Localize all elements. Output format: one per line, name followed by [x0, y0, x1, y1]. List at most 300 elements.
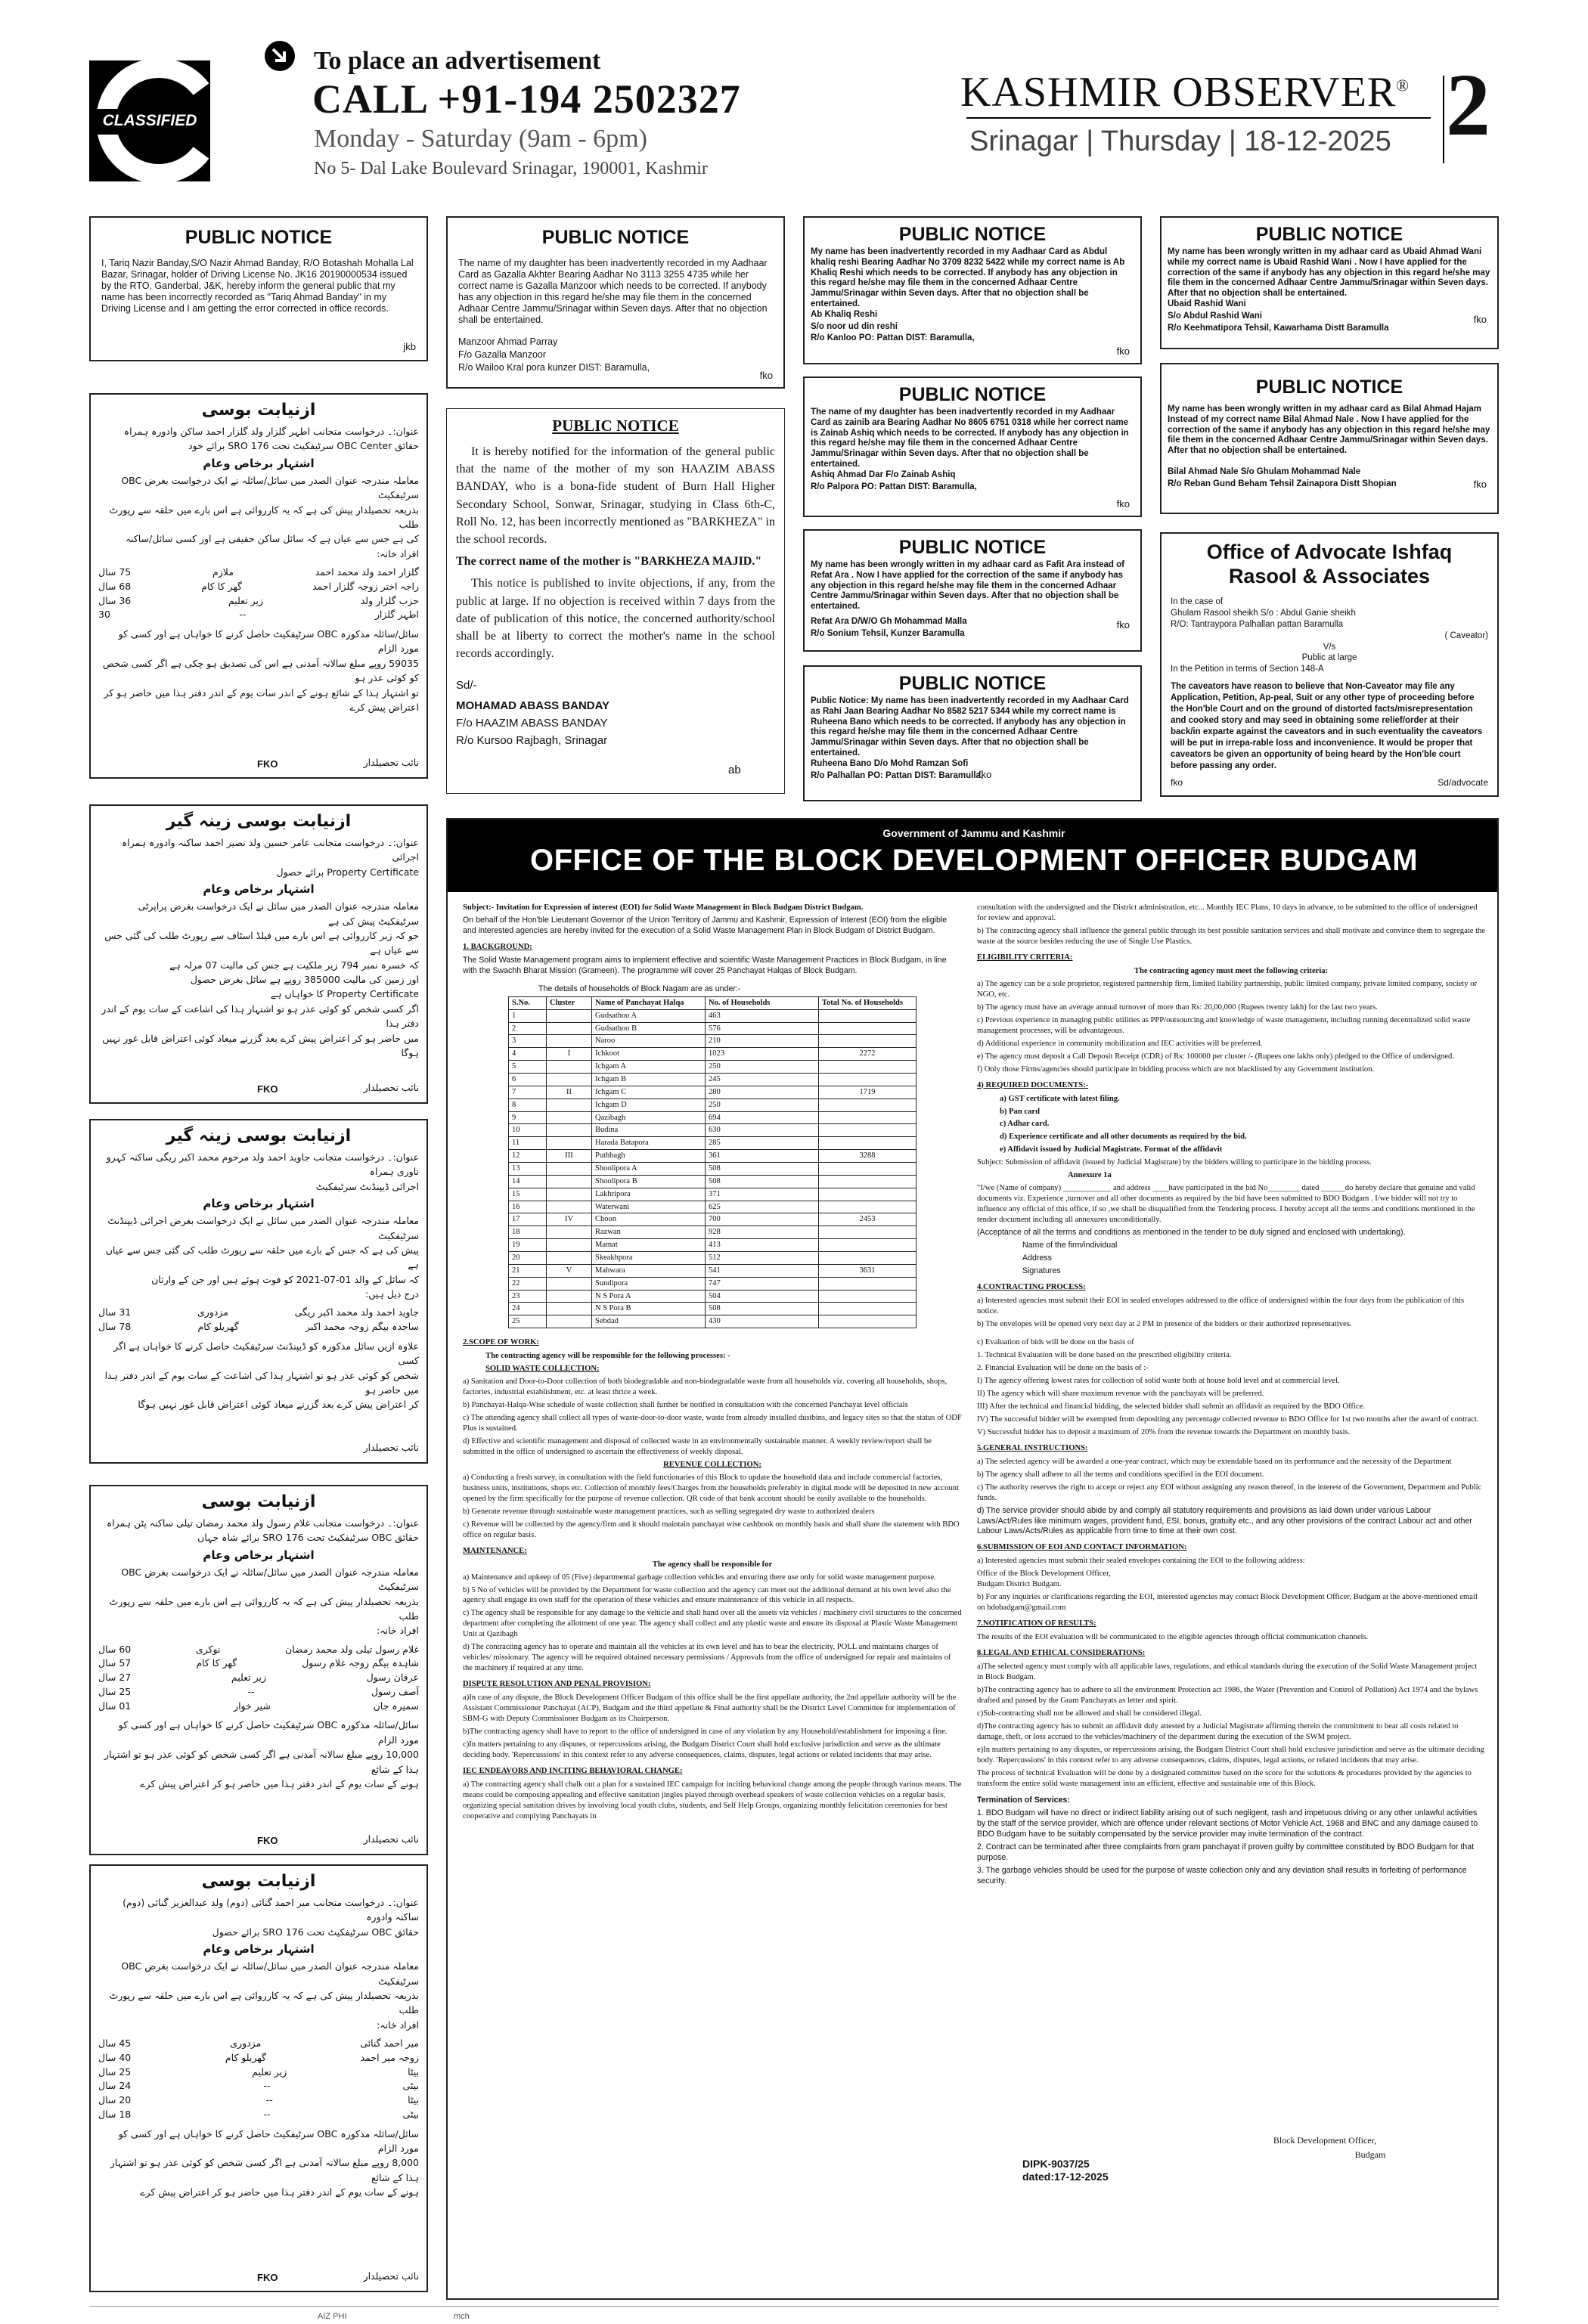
iec-head: IEC ENDEAVORS AND INCITING BEHAVIORAL CHANGE: [463, 1767, 683, 1776]
notice-tag: jkb [403, 341, 416, 352]
public-notice-2 [446, 216, 785, 389]
table-cell: 250 [706, 1098, 819, 1111]
table-cell: 700 [706, 1213, 819, 1226]
table-header: Total No. of Households [819, 996, 917, 1009]
table-cell: 1 [509, 1009, 547, 1022]
row-occupation: زیر تعلیم [231, 1672, 267, 1684]
urdu-family-row [98, 1671, 419, 1685]
urdu-line: درج ذیل ہیں: [365, 1288, 419, 1300]
footer-left: AIZ PHI [318, 2312, 347, 2321]
urdu-line: عنوان:۔ درخواست متجانب اطہر گلزار ولد گلزار احمد ساکن وادورہ ہمراہ [123, 426, 419, 437]
advocate-line: Ghulam Rasool sheikh S/o : Abdul Ganie sheikh [1171, 608, 1356, 618]
table-cell [819, 1277, 917, 1290]
notice-body: My name has been inadvertently recorded in my Aadhaar Card as Abdul khaliq reshi Bearing Aadhar No 3709 8232 5422 while my correct name is Ab Khaliq Reshi which needs to be corrected. If anybody has any objection in this regard he/she may file them in the concerned Adhaar Centre Jammu/Srinagar within Seven days. After that no objection shall be entertained. [811, 247, 1125, 308]
table-cell [819, 1111, 917, 1124]
cp-item: V) Successful bidder has to deposit a maximum of 20% from the revenue towards the Department on monthly basis. [977, 1427, 1351, 1436]
urdu-line: کہ سائل کے والد 01-07-2021 کو فوت ہوئے ہیں اور جن کے وارثان [151, 1273, 419, 1285]
households-table [508, 996, 917, 1328]
urdu-title: ازنیابت بوسی [201, 401, 316, 420]
urdu-line: جو کہ زیر کارروائی ہے اس بارے میں فیلڈ اسٹاف سے رپورٹ طلب کی گئی جس سے عیاں ہے [104, 929, 419, 956]
dis-head: DISPUTE RESOLUTION AND PENAL PROVISION: [463, 1680, 651, 1689]
advocate-public: Public at large [1301, 653, 1357, 663]
public-notice-7 [803, 529, 1142, 652]
row-name: جاوید احمد ولد محمد اکبر ریگی [294, 1306, 419, 1318]
cp-head: 4.CONTRACTING PROCESS: [977, 1283, 1086, 1292]
table-cell: Ichkoot [592, 1048, 706, 1061]
cp-item: III) After the technical and financial bidding, the selected bidder shall submit an affidavit as required by the BDO Office. [977, 1402, 1365, 1411]
urdu-line: حقائق OBC سرٹیفکیٹ تحت SRO 176 برائے حصول [212, 1926, 419, 1938]
row-age: 24 سال [98, 2080, 132, 2092]
urdu-line: کر اعتراض پیش کرے بعد گزرنے میعاد کوئی اعتراض قابل غور نہیں ہوگا [138, 1399, 419, 1411]
urdu-line: Property Certificate برائے حصول [276, 866, 419, 878]
public-notice-1 [89, 216, 428, 361]
cp-b: b) The envelopes will be opened very next day at 2 PM in presence of the bidders or their authorized representatives. [977, 1319, 1352, 1328]
tender-gov: Government of Jammu and Kashmir [882, 827, 1065, 839]
annex-line: Signatures [1022, 1266, 1061, 1276]
notice-title: PUBLIC NOTICE [1255, 376, 1403, 398]
dis-c: c)In matters pertaining to any disputes, or repercussions arising, the Budgam District Court shall hold exclusive jurisdiction and serve as the ultimate deciding body. 'Repercussions' in this context refer to any adverse consequences, claims, disputes, legal actions or related incidents that may arise. [463, 1740, 941, 1760]
masthead-rule [966, 117, 1431, 119]
notice-sign: Ruheena Bano D/o Mohd Ramzan Sofi [811, 758, 969, 768]
row-occupation: -- [265, 2094, 273, 2106]
table-cell: Razwan [592, 1226, 706, 1239]
notice-tag: fko [1473, 479, 1487, 490]
table-cell: 7 [509, 1086, 547, 1098]
school-notice-sign: R/o Kursoo Rajbagh, Srinagar [456, 734, 608, 748]
legal-item: d)The contracting agency has to submit an affidavit duly attested by a Judicial Magistrate affirming therein the commitment to bear all costs related to damage, theft, or loss accrued to the vehicles/machinery of the department during the execution of the SWM project. [977, 1722, 1459, 1741]
row-occupation: زیر تعلیم [252, 2065, 287, 2078]
sub-a: a) Interested agencies must submit their sealed envelopes containing the EOI to the following address: [977, 1557, 1305, 1566]
table-cell: IV [547, 1213, 592, 1226]
public-notice-5 [803, 376, 1142, 517]
table-row [509, 1073, 917, 1086]
elig-item: c) Previous experience in managing public utilities as PPP/outsourcing and knowledge of waste management, including running decentralized solid waste management processes, will be advantageous. [977, 1015, 1471, 1035]
tender-left-column [463, 903, 962, 1824]
urdu-line: اگر کسی شخص کو کوئی عذر ہو تو اشتہار ہذا کی اشاعت کے سات یوم کے اندر دفتر ہذا [101, 1002, 419, 1030]
row-occupation: گھریلو کام [225, 2051, 266, 2063]
docs-item: c) Adhar card. [1000, 1120, 1050, 1129]
notice-title: PUBLIC NOTICE [1255, 224, 1403, 245]
r-cont: consultation with the undersigned and the District administration, etc... Monthly IEC Plans, 10 days in advance, to be submitted to the office of undersigned for review and approval. [977, 903, 1478, 922]
urdu-family-row [98, 2037, 419, 2051]
res-head: 7.NOTIFICATION OF RESULTS: [977, 1619, 1096, 1628]
notice-sign: R/o Reban Gund Beham Tehsil Zainapora Distt Shopian [1168, 479, 1397, 488]
urdu-family-row [98, 2093, 419, 2108]
table-cell: 11 [509, 1137, 547, 1150]
advocate-petition: In the Petition in terms of Section 148-A [1171, 665, 1324, 674]
gi-item: a) The selected agency will be awarded a one-year contract, which may be extendable based on its performance and the necessity of the Department [977, 1457, 1452, 1466]
advocate-title: Office of Advocate Ishfaq Rasool & Associates [1206, 541, 1453, 588]
table-row [509, 1213, 917, 1226]
table-cell [819, 1315, 917, 1328]
table-cell: 361 [706, 1150, 819, 1163]
table-cell: Puthbagh [592, 1150, 706, 1163]
urdu-notice-5 [89, 1864, 428, 2292]
cp-c: c) Evaluation of bids will be done on the basis of [977, 1337, 1134, 1346]
row-name: عرفان رسول [366, 1672, 419, 1684]
public-notice-4 [1160, 216, 1499, 349]
urdu-tag: FKO [257, 758, 278, 770]
table-cell: 747 [706, 1277, 819, 1290]
table-cell: Budina [592, 1124, 706, 1137]
swc-b: b) Panchayat-Halqa-Wise schedule of waste collection shall further be notified in consultation with the concerned Panchayat level officials [463, 1400, 908, 1409]
table-cell [547, 1175, 592, 1188]
table-cell [819, 1098, 917, 1111]
urdu-line: عنوان:۔ درخواست متجانب جاوید احمد ولد مرحوم محمد اکبر ریگی ساکنہ کہرو ناوری ہمراہ [106, 1151, 419, 1178]
urdu-line: کی ہے جس سے عیاں ہے کہ سائل ساکن حقیقی ہے اور کسی سائل/ساکنہ [125, 533, 419, 545]
table-cell: Choon [592, 1213, 706, 1226]
row-name: زوجہ میر احمد [360, 2051, 419, 2063]
notice-title: PUBLIC NOTICE [898, 224, 1047, 245]
table-cell [547, 1124, 592, 1137]
row-age: 45 سال [98, 2037, 132, 2049]
bottom-rule [89, 2306, 1499, 2307]
table-cell: Skeakhpora [592, 1251, 706, 1264]
table-cell [547, 1009, 592, 1022]
table-cell: 928 [706, 1226, 819, 1239]
elig-item: e) The agency must deposit a Call Deposit Receipt (CDR) of Rs: 100000 per cluster /- (Rupees one lakhs only) pledged to the Office of undersigned. [977, 1052, 1454, 1061]
iec-a: a) The contracting agency shall chalk out a plan for a sustained IEC campaign for inciting behavioral change among the people through various means. The means could be composing appealing and effective sanitation jingles played through overhead speakers of waste collection vehicles on a regular basis, organizing special sanitation drives by involving local youth clubs, students, and Self Help Groups, organizing monthly felicitation ceremonies for best cooperative and complying Panchayats in [463, 1780, 962, 1820]
table-cell: 1719 [819, 1086, 917, 1098]
urdu-family-row [98, 2065, 419, 2080]
mnt-c: c) The agency shall be responsible for any damage to the vehicle and shall hand over all the assets viz vehicles / machinery civil structures to the concerned department after completing the allotment of one year. The agency shall collect and any plastic waste and ensure its disposal at Plastic Waste Management Unit at Qazibagh [463, 1609, 962, 1639]
table-cell: N S Pora B [592, 1303, 706, 1315]
urdu-title: ازنیابت بوسی [201, 1872, 316, 1891]
mnt-head: MAINTENANCE: [463, 1546, 527, 1555]
urdu-sub: اشتہار برخاص وعام [203, 1942, 315, 1957]
row-occupation: -- [247, 1685, 255, 1697]
urdu-line: اجرائی ڈیپنڈنٹ سرٹیفکیٹ [315, 1180, 419, 1192]
table-cell: N S Pora A [592, 1290, 706, 1303]
table-cell: 4 [509, 1048, 547, 1061]
row-occupation: -- [263, 2080, 271, 2092]
term-item: 3. The garbage vehicles should be used for the purpose of waste collection only and any deviation shall results in forfeiting of performance security. [977, 1865, 1467, 1886]
table-cell: 25 [509, 1315, 547, 1328]
tender-banner [448, 820, 1499, 892]
table-cell: Ichgam B [592, 1073, 706, 1086]
table-cell: Shoolipora B [592, 1175, 706, 1188]
table-cell: 14 [509, 1175, 547, 1188]
school-notice-title: PUBLIC NOTICE [552, 417, 679, 435]
sub-head: 6.SUBMISSION OF EOI AND CONTACT INFORMATION: [977, 1543, 1187, 1552]
swc-c: c) The attending agency shall collect all types of waste-door-to-door waste, waste from already installed dustbins, and legacy sites so that the status of ODF Plus is sustained. [463, 1413, 962, 1433]
row-occupation: زیر تعلیم [228, 594, 264, 606]
table-cell [547, 1035, 592, 1048]
table-cell: Ichgam A [592, 1061, 706, 1074]
table-cell [819, 1022, 917, 1035]
docs-head: 4) REQUIRED DOCUMENTS:- [977, 1080, 1089, 1089]
notice-body: Public Notice: My name has been inadvertently recorded in my Aadhaar Card as Rahi Jaan Bearing Aadhar No 8582 5217 5344 while my correct name is Ruheena Bano which needs to be corrected. If anybody has any objection in this regard he/she may file them in the concerned Adhaar Centre Jammu/Srinagar within Seven days. After that no objection shall be entertained. [811, 696, 1129, 758]
phone-number[interactable]: CALL +91-194 2502327 [312, 76, 741, 122]
table-caption: The details of households of Block Nagam are as under:- [538, 984, 741, 993]
urdu-sign: نائب تحصیلدار [363, 2270, 419, 2282]
row-name: بیٹی [402, 2108, 419, 2120]
table-cell: 541 [706, 1264, 819, 1277]
swc-a: a) Sanitation and Door-to-Door collection of both biodegradable and non-biodegradable waste from all households viz. covering all households, shops, factories, industrial establishment, etc. at least thrice a week. [463, 1377, 948, 1396]
table-row [509, 1277, 917, 1290]
notice-sign: S/o Abdul Rashid Wani [1168, 311, 1263, 321]
table-cell: 21 [509, 1264, 547, 1277]
row-occupation: گھر کا کام [201, 580, 243, 592]
urdu-notice-3 [89, 1119, 428, 1464]
urdu-line: شخص کو کوئی عذر ہو تو اشتہار ہذا کی اشاعت کے سات یوم کے اندر دفتر ہذا میں حاضر ہو [104, 1369, 419, 1396]
table-cell: Naroo [592, 1035, 706, 1048]
table-cell: Shoolipora A [592, 1162, 706, 1175]
elig-intro: The contracting agency must meet the following criteria: [1134, 966, 1329, 975]
urdu-line: سائل/سائلہ مذکورہ OBC سرٹیفکیٹ حاصل کرنے کا خواہاں ہے اور کسی کو مورد الزام [118, 2127, 419, 2154]
urdu-sub: اشتہار برخاص وعام [203, 882, 315, 897]
table-cell: 10 [509, 1124, 547, 1137]
table-row [509, 1137, 917, 1150]
annex-line: Name of the firm/individual [1022, 1241, 1118, 1250]
table-cell: Harada Batapora [592, 1137, 706, 1150]
row-age: 75 سال [98, 566, 132, 578]
table-header: Cluster [547, 996, 592, 1009]
tender-bg-body: The Solid Waste Management program aims to implement effective and scientific Waste Management Practices in Block Budgam, in line with the Swachh Bharat Mission (Grameen). The programme will cover 25 Panchayat Halqas of Block Budgam. [463, 955, 947, 975]
urdu-line: 59035 روپے مبلغ سالانہ آمدنی ہے اس کی تصدیق ہو چکی ہے اگر کسی شخص کو کوئی عذر ہو [102, 657, 419, 684]
rev-head: REVENUE COLLECTION: [663, 1460, 761, 1469]
rev-a: a) Conducting a fresh survey, in consultation with the field functionaries of this Block to update the household data and include commercial factories, business units, institutions, shops etc. Collection of monthly fees/Charges from the households preferably in digital mode will be deposited in new account opened by the firm specifically for the purpose of revenue collection. QR code of that bank account should be easily available to the households. [463, 1473, 959, 1503]
table-cell [819, 1226, 917, 1239]
scope-head: 2.SCOPE OF WORK: [463, 1338, 539, 1347]
table-cell: 18 [509, 1226, 547, 1239]
notice-sign: Manzoor Ahmad Parray [458, 336, 558, 347]
table-cell [547, 1303, 592, 1315]
urdu-line: عنوان:۔ درخواست متجانب عامر حسین ولد نصیر احمد ساکنہ وادورہ ہمراہ اجرائی [121, 837, 419, 863]
urdu-line: کہ خسرہ نمبر 794 زیر ملکیت ہے جس کی مالیت 07 مرلہ ہے [169, 959, 419, 971]
table-row [509, 1124, 917, 1137]
table-cell [547, 1111, 592, 1124]
table-cell: Ichgam C [592, 1086, 706, 1098]
row-age: 68 سال [98, 580, 132, 592]
term-item: 2. Contract can be terminated after three complaints from gram panchayat if proven guilty by committee constituted by BDO Budgam for that purpose. [977, 1842, 1475, 1862]
table-cell: Mahwara [592, 1264, 706, 1277]
docs-subject: Subject: Submission of affidavit (issued by Judicial Magistrate) by the bidders willing to participate in the bidding process. [977, 1158, 1372, 1167]
notice-sign: R/o Sonium Tehsil, Kunzer Baramulla [811, 628, 965, 638]
dis-b: b)The contracting agency shall have to report to the office of undersigned in case of any violation by any Household/establishment for imposing a fine. [463, 1728, 948, 1737]
public-notice-3 [803, 216, 1142, 364]
urdu-line: معاملہ مندرجہ عنوان الصدر میں سائل نے ایک درخواست بغرض اجرائی ڈیپنڈنٹ سرٹیفکیٹ [107, 1215, 419, 1241]
cp-item: II) The agency which will share maximum revenue with the panchayats will be preferred. [977, 1389, 1264, 1398]
table-cell: 15 [509, 1188, 547, 1201]
urdu-tag: FKO [257, 1835, 278, 1846]
table-cell: 508 [706, 1162, 819, 1175]
mnt-b: b) 5 No of vehicles will be provided by the Department for waste collection and the agency can meet out the additional demand at his own level also the agency shall engage its own staff for the operation of these vehicles and ensure maintenance of this vehicle in all respects. [463, 1585, 951, 1605]
urdu-family-row [98, 2051, 419, 2065]
table-cell: Qazibagh [592, 1111, 706, 1124]
table-row [509, 1315, 917, 1328]
advocate-tag: fko [1171, 777, 1183, 788]
school-notice-p3: This notice is published to invite objections, if any, from the public at large. If no objection is received within 7 days from the date of publication of this notice, the concerned authority/school shall be at liberty to correct the mother's name in the school records accordingly. [456, 577, 775, 661]
notice-sign: R/o Kanloo PO: Pattan DIST: Baramulla, [811, 333, 975, 343]
row-name: بیٹی [402, 2080, 419, 2092]
school-notice-p1: It is hereby notified for the information of the general public that the name of the mother of my son HAAZIM ABASS BANDAY, who is a bona-fide student of Burn Hall Higher Secondary School, Sonwar, Srinagar, studying in Class 6th-C, Roll No. 12, has been incorrectly mentioned as "BARKHEZA" in the school records. [456, 445, 775, 546]
row-name: گلزار احمد ولد محمد احمد [315, 566, 419, 578]
urdu-line: عنوان:۔ درخواست متجانب غلام رسول ولد محمد رمضان تیلی ساکنہ پٹن ہمراہ [106, 1517, 419, 1529]
classified-logo [89, 60, 210, 181]
rev-b: b) Generate revenue through sustainable waste management practices, such as selling segregated dry waste to authorized dealers [463, 1507, 875, 1516]
annex-note: (Acceptance of all the terms and conditions as mentioned in the tender to be duly signed and enclosed with undertaking). [977, 1228, 1406, 1238]
notice-sign: Bilal Ahmad Nale S/o Ghulam Mohammad Nale [1168, 466, 1361, 476]
table-cell: 413 [706, 1239, 819, 1252]
urdu-family-row [98, 1685, 419, 1700]
notice-body: My name has been wrongly written in my adhaar card as Fafit Ara instead of Refat Ara . Now I have applied for the correction of the same if anybody has any objection in this regard he/she may file them in the concerned Adhaar Centre Jammu/Srinagar within Seven days. After that no objection shall be entertained. [811, 560, 1124, 612]
table-cell: 371 [706, 1188, 819, 1201]
urdu-family-row [98, 2108, 419, 2122]
school-public-notice [446, 408, 785, 794]
docs-item: e) Affidavit issued by Judicial Magistrate. Format of the affidavit [1000, 1145, 1223, 1154]
notice-title: PUBLIC NOTICE [898, 537, 1047, 558]
table-row [509, 1035, 917, 1048]
table-cell: 19 [509, 1239, 547, 1252]
table-row [509, 1290, 917, 1303]
table-cell: 3288 [819, 1150, 917, 1163]
urdu-line: Property Certificate کا خواہاں ہے [270, 988, 419, 1000]
urdu-tag: FKO [257, 2272, 278, 2283]
table-cell [819, 1073, 917, 1086]
table-cell: 2453 [819, 1213, 917, 1226]
advocate-line: R/O: Tantraypora Palhallan pattan Baramulla [1171, 619, 1344, 629]
dis-a: a)In case of any dispute, the Block Development Officer Budgam of this office shall be the first appellate authority, the 2nd appellate authority will be the Assistant Commissioner Panchayat (ACP), Budgam and the third appellate & Final authority shall be the District Level Committee for implementation of SBM-G with Deputy Commissioner Budgam as its Chairperson. [463, 1693, 957, 1724]
urdu-family-row [98, 1643, 419, 1657]
notice-sign: F/o Gazalla Manzoor [458, 349, 547, 360]
footer-mid: mch [454, 2312, 470, 2321]
row-name: غلام رسول تیلی ولد محمد رمضان [285, 1643, 419, 1655]
table-cell [547, 1098, 592, 1111]
notice-tag: fko [1473, 314, 1487, 325]
tender-intro: On behalf of the Hon'ble Lieutenant Governor of the Union Territory of Jammu and Kashmir, Expression of Interest (EOI) from the eligible and interested agencies are hereby invited for the execution of a Solid Waste Management Plan in Block Budgam of District Budgam. [463, 915, 948, 935]
table-cell [547, 1137, 592, 1150]
mnt-d: d) The contracting agency has to operate and maintain all the vehicles at its own level and has to bear the electricity, POLL and maintains charges of vehicles/ missionary. The agency will be required obtained necessary permissions / Approvals from the office of undersigned for repair and maintains of the machinery if required at any time. [463, 1643, 951, 1673]
cp-a: a) Interested agencies must submit their EOI in sealed envelopes addressed to the office of undersigned within the four days from the publication of this notice. [977, 1297, 1465, 1315]
table-header-row [509, 996, 917, 1009]
row-name: سمیرہ جان [373, 1700, 419, 1712]
table-cell: 22 [509, 1277, 547, 1290]
table-row [509, 1239, 917, 1252]
annex-line: Address [1022, 1253, 1052, 1263]
docs-item: b) Pan card [1000, 1107, 1040, 1116]
notice-sign: R/o Keehmatipora Tehsil, Kawarhama Distt Baramulla [1168, 323, 1389, 333]
cp-item: 2. Financial Evaluation will be done on the basis of :- [977, 1363, 1149, 1372]
row-age: 01 سال [98, 1700, 132, 1712]
advocate-vs: V/s [1323, 642, 1336, 652]
row-occupation: -- [263, 2108, 271, 2120]
table-cell: Lakhripora [592, 1188, 706, 1201]
urdu-line: علاوہ ازیں سائل مذکورہ کو ڈیپنڈنٹ سرٹیفکیٹ حاصل کرنے کا خواہاں ہے اگر کسی [113, 1340, 419, 1367]
urdu-notice-1 [89, 393, 428, 779]
urdu-line: پیش کی ہے کہ جس کے بارے میں حلقہ سے رپورٹ طلب کی گئی جس سے عیاں ہے [105, 1244, 419, 1271]
tender-subject: Subject:- Invitation for Expression of interest (EOI) for Solid Waste Management in Block Budgam District Budgam. [463, 903, 864, 912]
elig-head: ELIGIBILITY CRITERIA: [977, 953, 1073, 962]
annex-body: "I/we (Name of company) ____________ and address ____have participated in the bid No________ dated ______do hereby declare that genuine and valid documents viz. Experience ,turnover and all other documents as required by the bid have been submitted to BDO Budgam . I/we bidder will not try to influence any official of this office, if so ,we shall be disqualified from the Tendering process. I hereby accept all the terms and conditions mentioned in the tender document including all annexures unconditionally. [977, 1184, 1475, 1225]
urdu-notice-2 [89, 804, 428, 1104]
urdu-line: معاملہ مندرجہ عنوان الصدر میں سائل نے ایک درخواست بغرض پراپرٹی سرٹیفکیٹ پیش کی ہے [138, 900, 419, 927]
row-occupation: گھر کا کام [196, 1657, 237, 1669]
table-row [509, 1226, 917, 1239]
table-cell: 6 [509, 1073, 547, 1086]
row-age: 60 سال [98, 1643, 132, 1655]
urdu-family-row [98, 1700, 419, 1714]
table-cell: 625 [706, 1201, 819, 1213]
urdu-notice-4 [89, 1485, 428, 1855]
urdu-title: ازنیابت بوسی [201, 1492, 316, 1511]
table-cell [819, 1009, 917, 1022]
row-occupation: نوکری [195, 1643, 221, 1655]
urdu-tag: FKO [257, 1083, 278, 1095]
urdu-line: عنوان:۔ درخواست متجانب میر احمد گنائی (دوم) ولد عبدالعزیز گنائی (دوم) ساکنہ وادورہ [123, 1897, 419, 1923]
school-notice-sign: F/o HAAZIM ABASS BANDAY [456, 717, 608, 730]
urdu-family-row [98, 566, 419, 580]
urdu-title: ازنیابت بوسی زینہ گیر [166, 812, 352, 831]
notice-title: PUBLIC NOTICE [185, 227, 333, 248]
table-cell [547, 1290, 592, 1303]
row-age: 27 سال [98, 1672, 132, 1684]
table-cell: 430 [706, 1315, 819, 1328]
advocate-caveator: ( Caveator) [1444, 631, 1488, 640]
table-cell: 5 [509, 1061, 547, 1074]
notice-title: PUBLIC NOTICE [898, 384, 1047, 405]
sub-addr: Office of the Block Development Officer, [977, 1569, 1111, 1579]
urdu-line: 8,000 روپے مبلغ سالانہ آمدنی ہے اگر کسی شخص کو کوئی عذر ہو تو اشتہار ہذا کے شائع [110, 2157, 419, 2183]
table-row [509, 1201, 917, 1213]
registered-mark: ® [1396, 76, 1410, 95]
table-cell [819, 1137, 917, 1150]
table-row [509, 1175, 917, 1188]
notice-body: The name of my daughter has been inadvertently recorded in my Aadhaar Card as zainib ara Bearing Aadhar No 8605 6751 0318 while her correct name is Zainab Ashiq which needs to be corrected. If anybody has any objection in this regard he/she may file them in the concerned Adhaar Centre Jammu/Srinagar within Seven days. After that no objection shall be entertained. [811, 407, 1129, 469]
table-cell: 508 [706, 1175, 819, 1188]
table-cell: 1023 [706, 1048, 819, 1061]
school-notice-sd: Sd/- [456, 679, 477, 693]
swc-d: d) Effective and scientific management and disposal of collected waste in an environmentally sustainable manner. A weekly review/report shall be submitted in the office of undersigned to ascertain the effectiveness of weekly disposal. [463, 1436, 932, 1456]
notice-tag: fko [1116, 619, 1130, 631]
urdu-line: بذریعہ تحصیلدار پیش کی ہے کہ یہ کارروائی ہے اس بارے میں حلقہ سے رپورٹ طلب [109, 1989, 419, 2016]
row-occupation: ملازم [212, 566, 234, 578]
urdu-sign: نائب تحصیلدار [363, 1833, 419, 1845]
table-cell: 16 [509, 1201, 547, 1213]
table-cell [547, 1277, 592, 1290]
table-cell: 210 [706, 1035, 819, 1048]
table-row [509, 1162, 917, 1175]
table-cell [547, 1162, 592, 1175]
masthead [960, 68, 1410, 116]
table-cell [547, 1188, 592, 1201]
urdu-line: حقائق OBC Center سرٹیفکیٹ تحت SRO 176 برائے خود [188, 440, 419, 452]
table-cell: I [547, 1048, 592, 1061]
place-ad-text: To place an advertisement [314, 47, 601, 75]
row-age: 18 سال [98, 2108, 132, 2120]
classified-label: CLASSIFIED [102, 112, 197, 129]
cp-item: IV) The successful bidder will be exempted from depositing any percentage collected revenue to BDO Office for 1st two months after the award of contract. [977, 1415, 1479, 1424]
urdu-line: سائل/سائلہ مذکورہ OBC سرٹیفکیٹ حاصل کرنے کا خواہاں ہے اور کسی کو مورد الزام [118, 628, 419, 655]
term-item: 1. BDO Budgam will have no direct or indirect liability arising out of such negligent, rash and impetuous driving or any other unlawful activities by the staff of the service provider, which are offence under relevant sections of Motor Vehicle Act, 1968 and BNC and any damage caused to BDO Budgam have to be suitably compensated by the service provider may invite termination of the contract. [977, 1808, 1478, 1839]
table-cell: 285 [706, 1137, 819, 1150]
row-age: 25 سال [98, 2065, 132, 2078]
rev-c: c) Revenue will be collected by the agency/firm and it should maintain panchayat wise cashbook on monthly basis and shall share the statement with BDO office on regular basis. [463, 1520, 960, 1539]
table-cell: 3631 [819, 1264, 917, 1277]
urdu-sign: نائب تحصیلدار [363, 1081, 419, 1093]
row-age: 25 سال [98, 1685, 132, 1697]
table-cell: V [547, 1264, 592, 1277]
sub-b[interactable]: b) For any inquiries or clarifications regarding the EOI, interested agencies may contact Block Development Officer, Budgam at the above-mentioned email on bdobadgam@gmail.com [977, 1593, 1478, 1613]
urdu-sub: اشتہار برخاص وعام [203, 1548, 315, 1562]
advocate-sd: Sd/advocate [1438, 777, 1488, 788]
urdu-family-row [98, 1306, 419, 1320]
notice-tag: fko [1116, 346, 1130, 357]
table-cell: 2 [509, 1022, 547, 1035]
row-name: میر احمد گنائی [360, 2037, 419, 2049]
table-cell: Ichgam D [592, 1098, 706, 1111]
notice-sign: R/o Palhallan PO: Pattan DIST: Baramulla, [811, 770, 984, 780]
